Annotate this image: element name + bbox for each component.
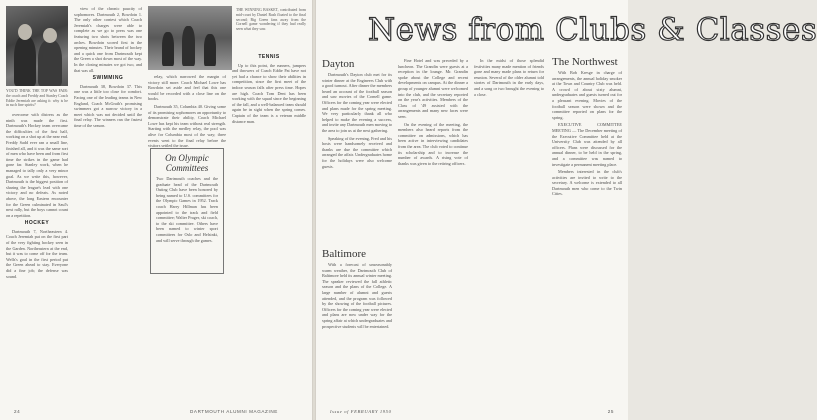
hockey-heading: HOCKEY: [24, 220, 50, 227]
swimming-heading: SWIMMING: [92, 75, 124, 82]
coaches-photo: [6, 6, 68, 86]
col1-text: overcome with distress as the ninth was made the first. Dartmouth's Hockey team overcame the difficulties of the first half, working on a shot up at the near end. Freddy Sadd ever ran a small line, finished all, and it was the same sort of men who have been and from first time the strikes in the game had gone far. Stanley work, when he managed to tally only a very minor goal. As we write this, however, Dartmouth is the biggest position of sharing the league's lead with one victory and no defeats. As noted above, the long Eastern encounter for the Green culminated in Saul's next rally, but the boys cannot count on a repetition.: [6, 112, 68, 218]
col3-text3: In the midst of those splendid festivities many made mention of friends gone and many made plans to return for reunion. Several of the older alumni told stories of Dartmouth in the early days, and a song or two brought the evening to a close.: [474, 58, 544, 97]
basket-photo: [148, 6, 232, 70]
col2-text2: Dartmouth 38, Bowdoin 37. This one was a little too close for comfort. Facing one of the leading teams in New England, Coach McGrath's promising swimmers got a narrow victory in a meet which was not decided until the final relay. The winners ran the fastest time of the season.: [74, 83, 142, 128]
masthead: [368, 10, 817, 54]
northwest-text: With Bob Kresge in charge of arrangements, the annual holiday smoker at the Town and Country Club was held. A crowd of about sixty alumni, undergraduates and guests turned out for a pleasant evening. Movies of the football season were shown and the committee reported on plans for the spring.: [552, 70, 622, 120]
basket-photo-caption: THE WINNING BASKET, contributed from mid-court by Daniel Rash floated to the final second; Big Green fans away from the Cornell game wondering if they had really seen what they saw.: [236, 8, 306, 32]
left-column-3: [148, 74, 226, 149]
dayton-text2: Speaking of the evening, Fred and his hosts were handsomely received and thanks are due the committee which arranged the affair. Undergraduates home for the holidays were also welcome guests.: [322, 135, 392, 169]
northwest-text2: EXECUTIVE COMMITTEE MEETING — The December meeting of the Executive Committee held at the University Club was attended by all officers. Plans were discussed for the annual dinner, to be held in the spring, and a committee was named to investigate a permanent meeting place.: [552, 122, 622, 167]
box-title: On Olympic Committees: [165, 153, 209, 173]
col3-text2: On the evening of the meeting, the members also heard reports from the committee on admissions, which has been active in interviewing candidates from the area. The club voted to continue its scholarship and to increase the number of awards. A rising vote of thanks was given to the retiring officers.: [398, 121, 468, 166]
olympic-committees-box: [150, 148, 224, 274]
col4-text: Up to this point, the runners, jumpers and throwers of Coach Eddie Pat have not yet had a chance to show their abilities in competition, since the first meet of the indoor season falls after press time. Hopes are high. Coach Tom Dent has been working with the squad since the beginning of the fall, and a well-balanced team should again be in sight when the spring comes. Captain of the team is a veteran middle distance man.: [232, 62, 306, 124]
left-folio: 24: [14, 409, 21, 414]
masthead-title: News from Clubs & Classes: [368, 12, 817, 48]
left-column-2: [74, 6, 142, 402]
baltimore-text: With a forecast of unseasonably warm weather, the Dartmouth Club of Baltimore held its annual winter meeting. The speaker reviewed the fall athletic season and the plans of the College. A large number of alumni and guests attended, and the program was followed by the showing of the football pictures. Officers for the coming year were elected and plans are now under way for the spring affair at which undergraduates and prospective students will be entertained.: [322, 262, 392, 329]
col3-text: relay, which narrowed the margin of victory still more. Coach Michael Lowe has Bowdoin set aside and feel that this one would be recorded with a close line on the books.: [148, 74, 226, 102]
left-column-4: [232, 52, 306, 402]
issue-footer: Issue of FEBRUARY 1950: [330, 409, 392, 414]
baltimore-heading: Baltimore: [322, 248, 366, 260]
box-text: Two Dartmouth coaches and the graduate head of the Dartmouth Outing Club have been honored by being named to U.S. committees for the Olympic Games in 1952. Track coach Harry Hillman has been appointed to the track and field committee; Walter Prager, ski coach, to the ski committee. Others have been named to winter sport committees for Oslo and Helsinki, and will serve through the games.: [156, 176, 218, 243]
northwest-heading: The Northwest: [552, 56, 618, 68]
right-column-4: [552, 70, 622, 404]
right-column-3: [474, 58, 544, 404]
dayton-text: Dartmouth's Dayton club met for its winter dinner at the Engineers Club with a good turnout. After dinner the members heard an account of the football season and saw movies of the Cornell game. Officers for the coming year were elected and plans made for the spring meeting. We very particularly thank all who helped to make the evening a success, and invite any Dartmouth men moving to the area to join us at the next gathering.: [322, 72, 392, 133]
left-column-1: [6, 112, 68, 402]
col3-text: Fine Hotel and was preceded by a luncheon. The Grandin were guests at a reception in the lounge. Mr. Grandin spoke about the College and recent developments on campus. At the dinner a group of younger alumni were welcomed into the club, and the secretary reported on the year's activities. Members of the Class of '49 assisted with the arrangements and many new faces were seen.: [398, 58, 468, 119]
running-foot: DARTMOUTH ALUMNI MAGAZINE: [190, 409, 278, 414]
col3-text2: Dartmouth 35, Columbia 40. Giving some of its promising sophomores an opportunity to demonstrate their ability, Coach Michael Lowe has kept his team without real strength. Starting with the medley relay, the pool was alive for Columbia most of the way; three events went to the final relay before the visitors settled the issue.: [148, 103, 226, 149]
baltimore-column: [322, 262, 392, 404]
right-page: [316, 0, 817, 420]
left-page: [0, 0, 312, 420]
col1-text2: Dartmouth 7, Northeastern 4. Coach Jeremiah put on the first part of the very fighting hockey seen in the Garden. Northeastern at the end, but it was to come off for the team. Wells's goal in the first period put the Green ahead to stay. Everyone did a fine job; the defense was sound.: [6, 228, 68, 279]
northwest-text3: Members interested in the club's activities are invited to write to the secretary. A welcome is extended to all Dartmouth men who come to the Twin Cities.: [552, 169, 622, 197]
coaches-photo-caption: YOU'D THINK THE TOP WAS FAIR: the coach and Freddy and Stanley Coach Eddie Jeremiah are asking it: why is he in such fine spirits?: [6, 89, 68, 108]
right-column-2: [398, 58, 468, 404]
right-column-1: [322, 72, 392, 244]
dayton-heading: Dayton: [322, 58, 355, 70]
right-folio: 25: [607, 409, 614, 414]
col2-text: view of the chronic paucity of sophomores. Dartmouth 2, Bowdoin 1. The only other contest which Coach Jeremiah's charges were able to complete as we go to press was one featuring two shots between the two arches. Bowdoin scored first in the opening minutes. Their brand of hockey and a quick one from Dartmouth kept the Green a shot down most of the way. In the closing minutes we got two, and that was all.: [74, 6, 142, 73]
tennis-heading: TENNIS: [258, 54, 280, 60]
